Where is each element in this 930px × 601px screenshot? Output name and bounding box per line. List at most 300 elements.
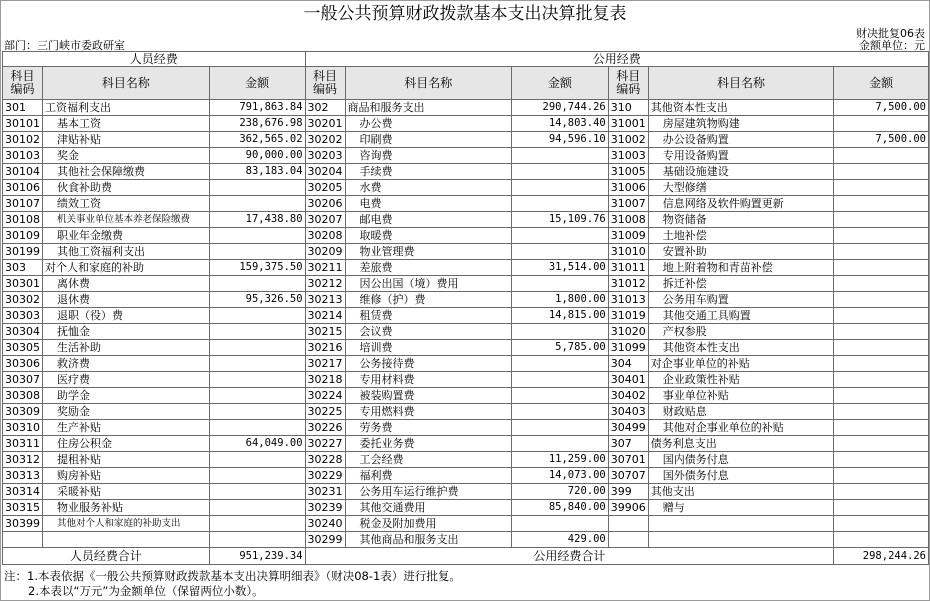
item-amount (209, 324, 305, 340)
item-code: 30204 (305, 164, 345, 180)
header-code (305, 67, 345, 100)
item-name: 办公设备购置 (648, 132, 834, 148)
item-amount (834, 260, 929, 276)
item-name: 办公费 (345, 116, 511, 132)
item-code: 30309 (3, 404, 43, 420)
item-code: 301 (3, 100, 43, 116)
item-name (648, 516, 834, 532)
form-code: 财决批复06表 (856, 27, 925, 40)
item-code: 30226 (305, 420, 345, 436)
table-row (3, 404, 929, 420)
item-amount (209, 388, 305, 404)
item-amount (834, 244, 929, 260)
item-code: 30301 (3, 276, 43, 292)
header-name: 科目名称 (648, 67, 834, 100)
item-name: 基本工资 (43, 116, 210, 132)
item-code: 31020 (608, 324, 648, 340)
table-row (3, 308, 929, 324)
item-amount (834, 292, 929, 308)
item-amount (834, 484, 929, 500)
item-name: 其他对个人和家庭的补助支出 (43, 516, 210, 532)
item-code: 31019 (608, 308, 648, 324)
item-name: 财政贴息 (648, 404, 834, 420)
item-name: 债务利息支出 (648, 436, 834, 452)
item-amount: 791,863.84 (209, 100, 305, 116)
item-amount (209, 276, 305, 292)
item-code: 30224 (305, 388, 345, 404)
table-row (3, 452, 929, 468)
item-name: 住房公积金 (43, 436, 210, 452)
item-name: 基础设施建设 (648, 164, 834, 180)
item-amount (512, 196, 609, 212)
item-name (648, 532, 834, 548)
item-code (3, 532, 43, 548)
item-name: 其他对企事业单位的补贴 (648, 420, 834, 436)
item-amount (834, 276, 929, 292)
page-title: 一般公共预算财政拨款基本支出决算批复表 (303, 4, 627, 24)
department-label: 部门：三门峡市委政研室 (4, 39, 125, 52)
item-code: 30239 (305, 500, 345, 516)
item-code: 30228 (305, 452, 345, 468)
item-amount: 64,049.00 (209, 436, 305, 452)
item-code: 30299 (305, 532, 345, 548)
item-code: 30213 (305, 292, 345, 308)
item-code: 310 (608, 100, 648, 116)
item-name: 产权参股 (648, 324, 834, 340)
item-amount: 290,744.26 (512, 100, 609, 116)
table-row (3, 436, 929, 452)
item-name: 因公出国（境）费用 (345, 276, 511, 292)
personnel-total-label: 人员经费合计 (3, 548, 210, 565)
item-amount: 31,514.00 (512, 260, 609, 276)
item-amount (834, 212, 929, 228)
item-amount (209, 452, 305, 468)
item-code: 302 (305, 100, 345, 116)
item-code: 31013 (608, 292, 648, 308)
item-code: 30104 (3, 164, 43, 180)
item-name: 拆迁补偿 (648, 276, 834, 292)
table-row (3, 164, 929, 180)
table-row (3, 212, 929, 228)
item-code: 307 (608, 436, 648, 452)
item-code: 30217 (305, 356, 345, 372)
item-code: 30201 (305, 116, 345, 132)
item-amount (512, 324, 609, 340)
unit-label: 金额单位：元 (859, 39, 925, 52)
item-code: 30403 (608, 404, 648, 420)
item-code: 30205 (305, 180, 345, 196)
item-name: 物业管理费 (345, 244, 511, 260)
item-code: 30312 (3, 452, 43, 468)
item-code: 30231 (305, 484, 345, 500)
item-code: 30314 (3, 484, 43, 500)
item-code: 30707 (608, 468, 648, 484)
item-name: 物业服务补贴 (43, 500, 210, 516)
header-amount: 金额 (209, 67, 305, 100)
item-name: 差旅费 (345, 260, 511, 276)
item-code: 30102 (3, 132, 43, 148)
table-row (3, 420, 929, 436)
header-code-line: 科目 (10, 69, 35, 83)
item-code: 30208 (305, 228, 345, 244)
item-amount: 720.00 (512, 484, 609, 500)
item-amount (512, 228, 609, 244)
item-amount (512, 244, 609, 260)
item-code: 30206 (305, 196, 345, 212)
item-amount: 7,500.00 (834, 100, 929, 116)
item-amount: 15,109.76 (512, 212, 609, 228)
item-amount (834, 452, 929, 468)
item-amount: 362,565.02 (209, 132, 305, 148)
item-amount (834, 148, 929, 164)
item-name: 大型修缮 (648, 180, 834, 196)
item-code (608, 516, 648, 532)
item-amount: 94,596.10 (512, 132, 609, 148)
item-amount: 17,438.80 (209, 212, 305, 228)
item-name: 其他社会保障缴费 (43, 164, 210, 180)
note-2: 2.本表以“万元”为金额单位（保留两位小数）。 (28, 584, 264, 598)
item-code: 30304 (3, 324, 43, 340)
item-amount (512, 148, 609, 164)
item-amount (834, 356, 929, 372)
item-code (608, 532, 648, 548)
item-code: 39906 (608, 500, 648, 516)
item-code: 31099 (608, 340, 648, 356)
item-code: 31001 (608, 116, 648, 132)
item-code: 31002 (608, 132, 648, 148)
item-code: 31007 (608, 196, 648, 212)
item-name: 地上附着物和青苗补偿 (648, 260, 834, 276)
item-name: 土地补偿 (648, 228, 834, 244)
item-name: 助学金 (43, 388, 210, 404)
header-code (608, 67, 648, 100)
item-amount (834, 180, 929, 196)
item-amount: 95,326.50 (209, 292, 305, 308)
item-name: 事业单位补贴 (648, 388, 834, 404)
notes (4, 569, 461, 599)
item-name: 其他资本性支出 (648, 100, 834, 116)
table-row (3, 532, 929, 548)
item-name: 抚恤金 (43, 324, 210, 340)
item-amount (512, 516, 609, 532)
item-code: 30103 (3, 148, 43, 164)
item-amount (512, 404, 609, 420)
header-code-line: 编码 (10, 82, 35, 96)
item-name: 国外债务付息 (648, 468, 834, 484)
column-header-row (3, 67, 929, 100)
item-amount (209, 244, 305, 260)
item-amount (834, 532, 929, 548)
item-name: 企业政策性补贴 (648, 372, 834, 388)
item-name: 被装购置费 (345, 388, 511, 404)
table-row (3, 484, 929, 500)
item-name: 其他资本性支出 (648, 340, 834, 356)
item-amount (834, 324, 929, 340)
item-code: 303 (3, 260, 43, 276)
header-name: 科目名称 (43, 67, 210, 100)
item-amount: 85,840.00 (512, 500, 609, 516)
item-code: 30401 (608, 372, 648, 388)
item-amount: 238,676.98 (209, 116, 305, 132)
table-row (3, 228, 929, 244)
item-name: 其他工资福利支出 (43, 244, 210, 260)
item-code: 30303 (3, 308, 43, 324)
item-name: 赠与 (648, 500, 834, 516)
item-amount: 429.00 (512, 532, 609, 548)
item-name: 培训费 (345, 340, 511, 356)
item-name: 职业年金缴费 (43, 228, 210, 244)
table-row (3, 340, 929, 356)
item-name: 专用燃料费 (345, 404, 511, 420)
item-amount (834, 308, 929, 324)
item-code: 30240 (305, 516, 345, 532)
item-name: 维修（护）费 (345, 292, 511, 308)
item-amount (209, 308, 305, 324)
item-name: 对个人和家庭的补助 (43, 260, 210, 276)
item-name: 奖金 (43, 148, 210, 164)
group-personnel: 人员经费 (3, 52, 306, 67)
header-code-line: 科目 (313, 69, 338, 83)
item-code: 30109 (3, 228, 43, 244)
item-code: 30203 (305, 148, 345, 164)
table-row (3, 180, 929, 196)
item-name: 采暖补贴 (43, 484, 210, 500)
item-amount (512, 164, 609, 180)
table-row (3, 324, 929, 340)
item-amount (834, 228, 929, 244)
table-row (3, 276, 929, 292)
item-code: 31012 (608, 276, 648, 292)
item-name: 工会经费 (345, 452, 511, 468)
table-row (3, 148, 929, 164)
item-amount (512, 180, 609, 196)
item-amount (209, 500, 305, 516)
personnel-total-amount: 951,239.34 (209, 548, 305, 565)
item-amount (512, 420, 609, 436)
item-name: 机关事业单位基本养老保险缴费 (43, 212, 210, 228)
item-amount: 14,803.40 (512, 116, 609, 132)
item-code: 304 (608, 356, 648, 372)
item-code: 30214 (305, 308, 345, 324)
item-name: 生活补助 (43, 340, 210, 356)
item-amount: 159,375.50 (209, 260, 305, 276)
item-amount (834, 388, 929, 404)
item-name: 专用设备购置 (648, 148, 834, 164)
header-code (3, 67, 43, 100)
item-amount: 1,800.00 (512, 292, 609, 308)
item-code: 30215 (305, 324, 345, 340)
item-code: 30212 (305, 276, 345, 292)
header-code-line: 编码 (616, 82, 641, 96)
item-amount: 7,500.00 (834, 132, 929, 148)
item-code: 31010 (608, 244, 648, 260)
item-name: 邮电费 (345, 212, 511, 228)
table-row (3, 388, 929, 404)
table-row (3, 468, 929, 484)
item-name: 其他商品和服务支出 (345, 532, 511, 548)
item-name: 信息网络及软件购置更新 (648, 196, 834, 212)
item-amount (834, 468, 929, 484)
table-row (3, 196, 929, 212)
item-amount: 90,000.00 (209, 148, 305, 164)
table-row (3, 244, 929, 260)
group-public: 公用经费 (305, 52, 928, 67)
item-amount (512, 276, 609, 292)
item-code: 30305 (3, 340, 43, 356)
item-amount: 11,259.00 (512, 452, 609, 468)
item-amount (209, 532, 305, 548)
item-amount: 5,785.00 (512, 340, 609, 356)
item-code: 30216 (305, 340, 345, 356)
item-amount: 14,073.00 (512, 468, 609, 484)
item-code: 30307 (3, 372, 43, 388)
item-code: 30202 (305, 132, 345, 148)
item-amount (209, 468, 305, 484)
item-name: 税金及附加费用 (345, 516, 511, 532)
item-code: 30402 (608, 388, 648, 404)
table-row (3, 260, 929, 276)
item-code: 31008 (608, 212, 648, 228)
item-amount (834, 372, 929, 388)
table-row (3, 292, 929, 308)
item-amount (209, 196, 305, 212)
item-code: 30229 (305, 468, 345, 484)
public-total-label: 公用经费合计 (305, 548, 834, 565)
item-amount (834, 116, 929, 132)
item-name: 津贴补贴 (43, 132, 210, 148)
item-code: 31003 (608, 148, 648, 164)
item-amount (834, 436, 929, 452)
item-amount (512, 372, 609, 388)
item-amount (209, 228, 305, 244)
item-code: 30207 (305, 212, 345, 228)
item-name: 购房补贴 (43, 468, 210, 484)
table-row (3, 356, 929, 372)
item-code: 31005 (608, 164, 648, 180)
table-row (3, 100, 929, 116)
item-name: 退休费 (43, 292, 210, 308)
item-name: 对企事业单位的补贴 (648, 356, 834, 372)
item-amount (834, 516, 929, 532)
item-name: 提租补贴 (43, 452, 210, 468)
header-code-line: 科目 (616, 69, 641, 83)
item-name: 工资福利支出 (43, 100, 210, 116)
item-amount (834, 340, 929, 356)
item-amount (209, 516, 305, 532)
item-amount: 83,183.04 (209, 164, 305, 180)
item-code: 30306 (3, 356, 43, 372)
item-amount (209, 404, 305, 420)
item-name: 电费 (345, 196, 511, 212)
item-name: 救济费 (43, 356, 210, 372)
item-name: 生产补贴 (43, 420, 210, 436)
item-name: 伙食补助费 (43, 180, 210, 196)
item-code: 30315 (3, 500, 43, 516)
item-name: 奖励金 (43, 404, 210, 420)
item-amount (512, 388, 609, 404)
header-amount: 金额 (512, 67, 609, 100)
table-row (3, 516, 929, 532)
item-code: 30399 (3, 516, 43, 532)
item-amount (209, 340, 305, 356)
item-name: 公务接待费 (345, 356, 511, 372)
table-row (3, 116, 929, 132)
item-name: 其他支出 (648, 484, 834, 500)
item-amount (209, 372, 305, 388)
item-code: 30310 (3, 420, 43, 436)
item-code: 30108 (3, 212, 43, 228)
item-name: 物资储备 (648, 212, 834, 228)
header-name: 科目名称 (345, 67, 511, 100)
item-code: 30311 (3, 436, 43, 452)
item-amount (209, 180, 305, 196)
item-code: 30199 (3, 244, 43, 260)
item-name: 安置补助 (648, 244, 834, 260)
item-name: 印刷费 (345, 132, 511, 148)
item-name (43, 532, 210, 548)
item-code: 30106 (3, 180, 43, 196)
item-name: 其他交通费用 (345, 500, 511, 516)
item-name: 取暖费 (345, 228, 511, 244)
item-name: 福利费 (345, 468, 511, 484)
item-name: 公务用车运行维护费 (345, 484, 511, 500)
item-code: 30225 (305, 404, 345, 420)
item-code: 399 (608, 484, 648, 500)
item-name: 会议费 (345, 324, 511, 340)
item-amount (209, 420, 305, 436)
note-1: 注：1.本表依据《一般公共预算财政拨款基本支出决算明细表》（财决08-1表）进行批复。 (4, 569, 461, 583)
item-name: 租赁费 (345, 308, 511, 324)
item-code: 31009 (608, 228, 648, 244)
item-code: 30302 (3, 292, 43, 308)
item-code: 30313 (3, 468, 43, 484)
item-name: 国内债务付息 (648, 452, 834, 468)
item-amount (834, 164, 929, 180)
expenditure-table (2, 51, 929, 565)
item-amount (834, 404, 929, 420)
item-name: 水费 (345, 180, 511, 196)
item-code: 30211 (305, 260, 345, 276)
item-code: 30227 (305, 436, 345, 452)
item-code: 31011 (608, 260, 648, 276)
item-code: 30499 (608, 420, 648, 436)
item-amount (834, 500, 929, 516)
item-amount (834, 420, 929, 436)
item-name: 离休费 (43, 276, 210, 292)
table-row (3, 132, 929, 148)
item-amount (834, 196, 929, 212)
item-code: 31006 (608, 180, 648, 196)
item-amount: 14,815.00 (512, 308, 609, 324)
item-code: 30701 (608, 452, 648, 468)
item-name: 公务用车购置 (648, 292, 834, 308)
item-name: 绩效工资 (43, 196, 210, 212)
item-name: 退职（役）费 (43, 308, 210, 324)
item-amount (512, 356, 609, 372)
totals-row (3, 548, 929, 565)
item-code: 30107 (3, 196, 43, 212)
item-name: 商品和服务支出 (345, 100, 511, 116)
item-name: 医疗费 (43, 372, 210, 388)
item-amount (209, 484, 305, 500)
item-code: 30308 (3, 388, 43, 404)
item-amount (209, 356, 305, 372)
public-total-amount: 298,244.26 (834, 548, 929, 565)
item-name: 房屋建筑物购建 (648, 116, 834, 132)
item-code: 30209 (305, 244, 345, 260)
item-amount (512, 436, 609, 452)
header-amount: 金额 (834, 67, 929, 100)
